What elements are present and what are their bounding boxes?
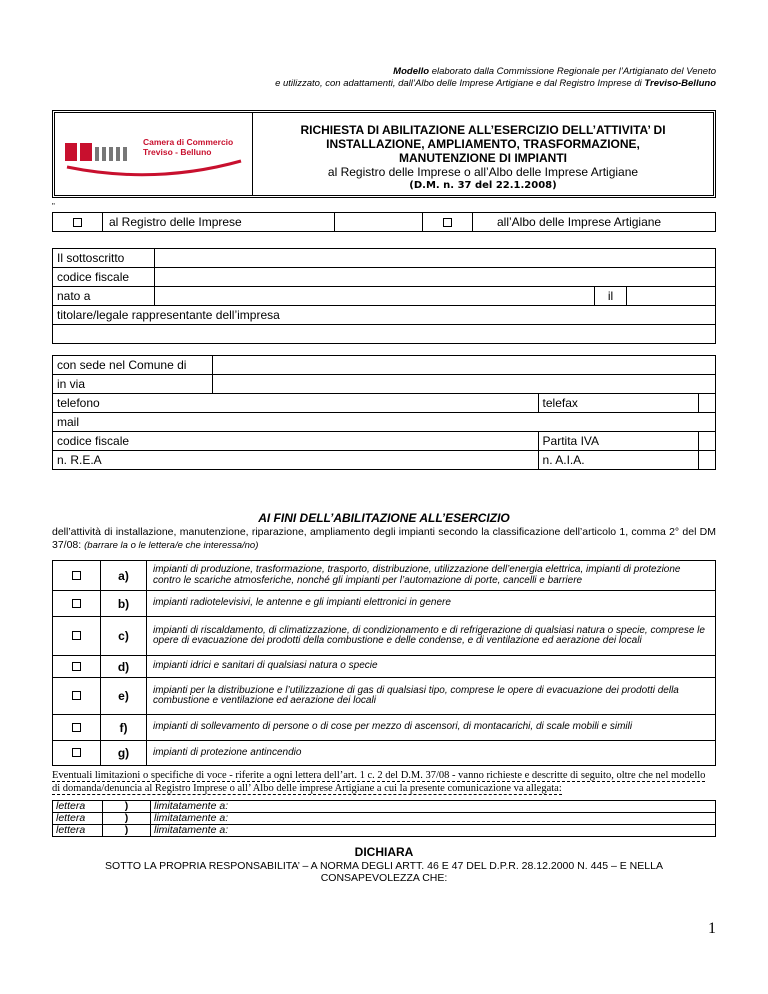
category-text: impianti di protezione antincendio <box>147 741 716 766</box>
dichiara-title: DICHIARA <box>354 845 414 859</box>
category-d-checkbox[interactable] <box>72 662 81 671</box>
sottoscritto-field[interactable] <box>155 249 716 268</box>
limits-note: Eventuali limitazioni o specifiche di voce - riferite a ogni lettera dell’art. 1 c. 2 del D.M. 37/08 - vanno richieste e descritte di seguito, oltre che nel modello di domanda/denuncia al Registro Imprese o all’ Albo delle imprese Artigiane a cui la presente comunicazione va allegata: <box>52 770 706 794</box>
titolare-label: titolare/legale rappresentante dell’impresa <box>53 306 716 325</box>
table-row <box>53 394 716 413</box>
limits-table <box>52 800 716 837</box>
dichiara-subtitle: SOTTO LA PROPRIA RESPONSABILITA’ – A NORMA DEGLI ARTT. 46 E 47 DEL D.P.R. 28.12.2000 N. 445 – E NELLA CONSAPEVOLEZZA CHE: <box>105 860 663 884</box>
table-row <box>53 591 716 617</box>
page-number: 1 <box>708 920 716 937</box>
lettera-field[interactable]: ) <box>103 813 151 825</box>
company-title-table <box>52 305 716 344</box>
lettera-field[interactable]: ) <box>103 825 151 837</box>
telefax-label: telefax <box>538 394 698 413</box>
registry-spacer <box>335 213 423 231</box>
person-data-table <box>52 248 716 306</box>
category-letter: e) <box>101 678 147 715</box>
title-line-4: al Registro delle Imprese o all’Albo delle Imprese Artigiane <box>327 165 639 179</box>
nato-a-label: nato a <box>53 287 155 306</box>
registry-checkbox-cell <box>53 213 103 231</box>
header-line-2: e utilizzato, con adattamenti, dall’Albo delle Imprese Artigiane e dal Registro Imprese di Treviso-Belluno <box>275 78 716 89</box>
codice-fiscale-impresa-label: codice fiscale <box>53 432 539 451</box>
table-row <box>53 287 716 306</box>
sede-field[interactable] <box>213 356 716 375</box>
table-row <box>53 249 716 268</box>
table-row <box>53 656 716 678</box>
category-letter: c) <box>101 617 147 656</box>
albo-imprese-artigiane-checkbox[interactable] <box>443 218 452 227</box>
telefono-label: telefono <box>53 394 539 413</box>
category-text: impianti di riscaldamento, di climatizzazione, di condizionamento e di refrigerazione di qualsiasi natura o specie, comprese le opere di evacuazione dei prodotti della combustione e delle condense, e di ventilazione ed aerazione dei locali <box>147 617 716 656</box>
albo-checkbox-cell <box>423 213 473 231</box>
category-g-checkbox[interactable] <box>72 748 81 757</box>
category-text: impianti per la distribuzione e l’utilizzazione di gas di qualsiasi tipo, comprese le opere di evacuazione dei prodotti della combustione e ventilazione ed aerazione dei locali <box>147 678 716 715</box>
table-row <box>53 375 716 394</box>
category-f-checkbox[interactable] <box>72 723 81 732</box>
table-row <box>53 561 716 591</box>
registro-imprese-label: al Registro delle Imprese <box>103 213 335 231</box>
table-row <box>53 268 716 287</box>
category-letter: g) <box>101 741 147 766</box>
lettera-label: lettera <box>53 825 103 837</box>
aia-field[interactable] <box>698 451 715 470</box>
codice-fiscale-field[interactable] <box>155 268 716 287</box>
aia-label: n. A.I.A. <box>538 451 698 470</box>
table-row <box>53 741 716 766</box>
category-c-checkbox[interactable] <box>72 631 81 640</box>
telefax-field[interactable] <box>698 394 715 413</box>
sottoscritto-label: Il sottoscritto <box>53 249 155 268</box>
data-nascita-field[interactable] <box>627 287 716 306</box>
registro-imprese-checkbox[interactable] <box>73 218 82 227</box>
mail-label: mail <box>53 413 716 432</box>
table-row <box>53 715 716 741</box>
page-header <box>275 66 716 90</box>
rea-label: n. R.E.A <box>53 451 539 470</box>
category-text: impianti di produzione, trasformazione, trasporto, distribuzione, utilizzazione dell’energia elettrica, impianti di protezione contro le scariche atmosferiche, nonché gli impianti per l’automazione di porte, cancelli e barriere <box>147 561 716 591</box>
category-letter: a) <box>101 561 147 591</box>
category-b-checkbox[interactable] <box>72 599 81 608</box>
table-row <box>53 356 716 375</box>
nato-a-field[interactable] <box>155 287 595 306</box>
sede-label: con sede nel Comune di <box>53 356 213 375</box>
fini-title: AI FINI DELL’ABILITAZIONE ALL’ESERCIZIO <box>258 511 510 525</box>
title-line-3: MANUTENZIONE DI IMPIANTI <box>399 151 567 165</box>
logo-curve-icon <box>65 159 245 183</box>
limitatamente-field[interactable]: limitatamente a: <box>151 813 716 825</box>
title-line-1: RICHIESTA DI ABILITAZIONE ALL’ESERCIZIO DELL’ATTIVITA’ DI <box>300 123 666 137</box>
document-title <box>253 113 713 195</box>
via-label: in via <box>53 375 213 394</box>
table-row <box>53 413 716 432</box>
lettera-label: lettera <box>53 801 103 813</box>
category-letter: f) <box>101 715 147 741</box>
company-data-table <box>52 355 716 470</box>
table-row <box>53 306 716 325</box>
lettera-label: lettera <box>53 813 103 825</box>
title-box <box>52 110 716 198</box>
table-row <box>53 825 716 837</box>
header-line-1: Modello elaborato dalla Commissione Regionale per l’Artigianato del Veneto <box>393 66 716 77</box>
table-row <box>53 617 716 656</box>
title-line-5: (D.M. n. 37 del 22.1.2008) <box>409 180 557 191</box>
category-text: impianti radiotelevisivi, le antenne e gli impianti elettronici in genere <box>147 591 716 617</box>
table-row <box>53 801 716 813</box>
table-row <box>53 678 716 715</box>
limitatamente-field[interactable]: limitatamente a: <box>151 801 716 813</box>
albo-imprese-label: all’Albo delle Imprese Artigiane <box>497 215 662 229</box>
categories-table <box>52 560 716 766</box>
registry-choice <box>52 212 716 232</box>
category-text: impianti idrici e sanitari di qualsiasi natura o specie <box>147 656 716 678</box>
lettera-field[interactable]: ) <box>103 801 151 813</box>
table-row <box>53 325 716 344</box>
category-letter: b) <box>101 591 147 617</box>
table-row <box>53 451 716 470</box>
codice-fiscale-label: codice fiscale <box>53 268 155 287</box>
category-letter: d) <box>101 656 147 678</box>
partita-iva-field[interactable] <box>698 432 715 451</box>
limitatamente-field[interactable]: limitatamente a: <box>151 825 716 837</box>
fini-subtitle: dell’attività di installazione, manutenzione, riparazione, ampliamento degli impianti secondo la classificazione dell’articolo 1, comma 2° del DM 37/08: (barrare la o le lettera/e che interessa/no) <box>52 526 716 551</box>
category-text: impianti di sollevamento di persone o di cose per mezzo di ascensori, di montacarichi, di scale mobili e simili <box>147 715 716 741</box>
title-line-2: INSTALLAZIONE, AMPLIAMENTO, TRASFORMAZIONE, <box>326 137 640 151</box>
table-row <box>53 432 716 451</box>
category-e-checkbox[interactable] <box>72 691 81 700</box>
table-row <box>53 813 716 825</box>
impresa-field[interactable] <box>53 325 716 344</box>
chamber-logo <box>55 113 253 195</box>
partita-iva-label: Partita IVA <box>538 432 698 451</box>
via-field[interactable] <box>213 375 716 394</box>
category-a-checkbox[interactable] <box>72 571 81 580</box>
il-label: il <box>595 287 627 306</box>
logo-text: Camera di Commercio Treviso - Belluno <box>143 137 234 157</box>
small-mark: " <box>52 202 55 211</box>
